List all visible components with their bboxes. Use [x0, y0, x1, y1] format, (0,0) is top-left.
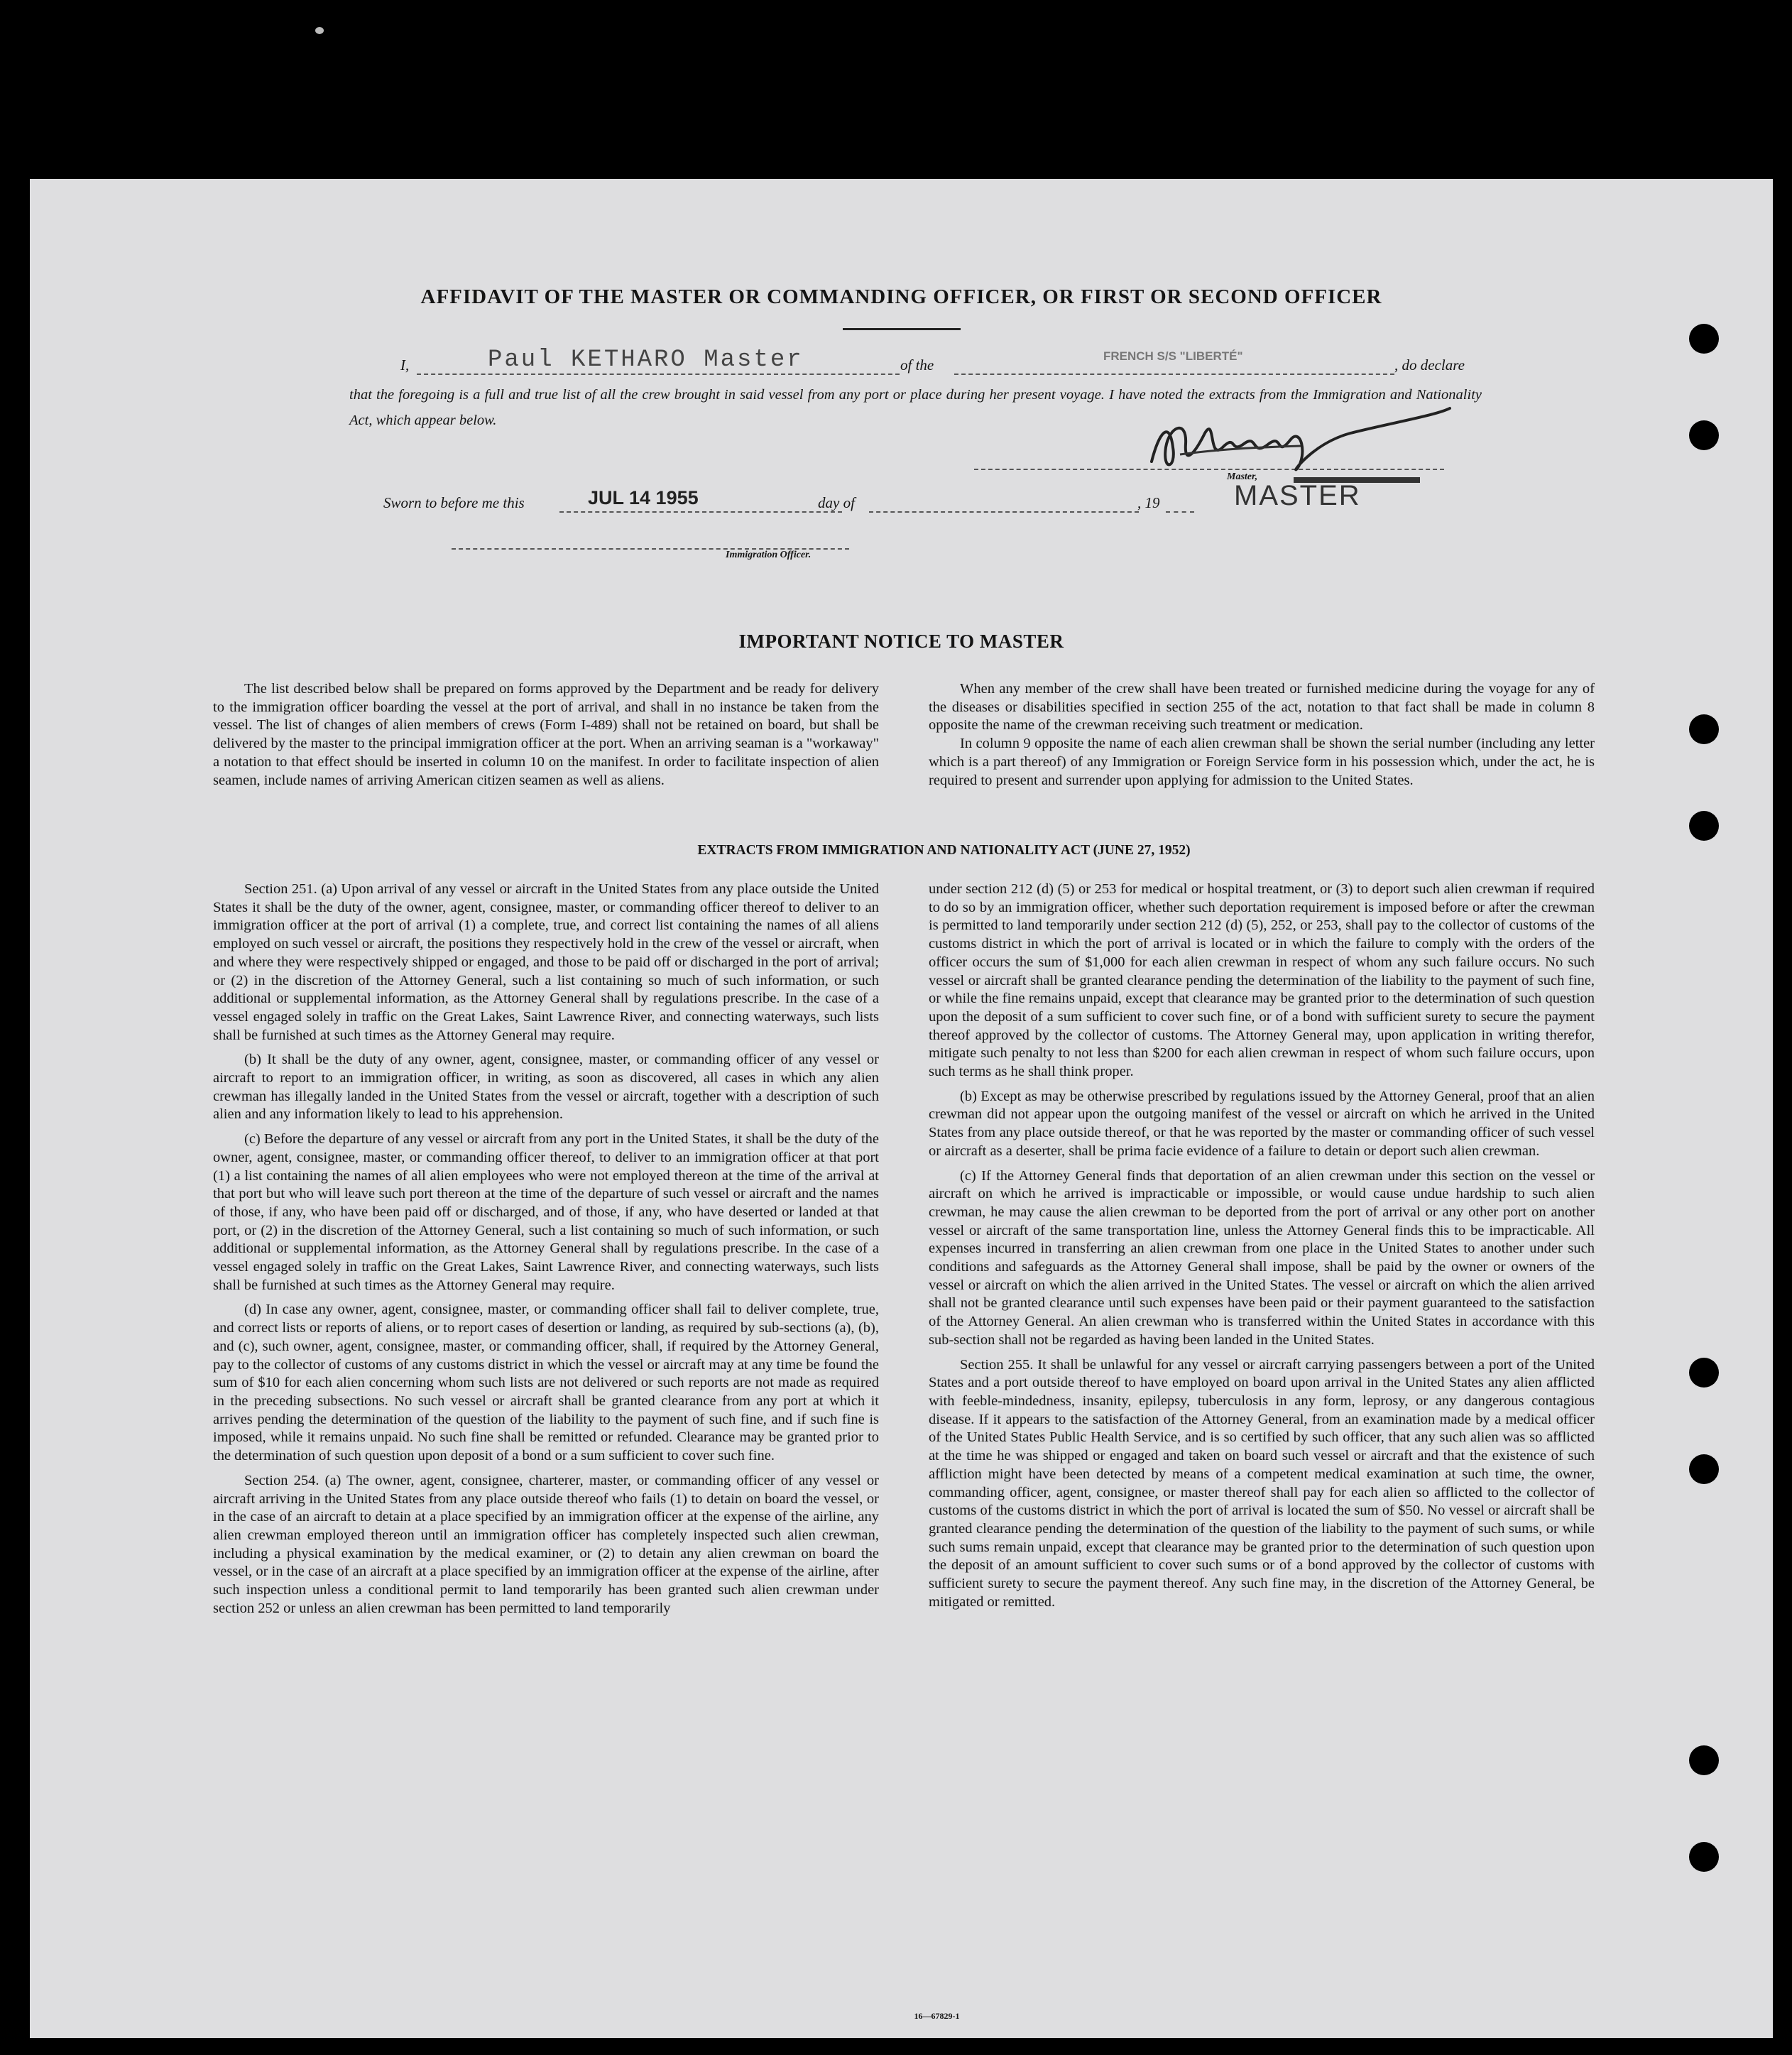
form-number: 16—67829-1	[914, 2011, 960, 2021]
punch-hole	[1689, 714, 1719, 744]
scan-speck	[315, 27, 324, 34]
section-254-b: (b) Except as may be otherwise prescribed by regulations issued by the Attorney General, proof that an alien crewman did not appear upon the outgoing manifest of the vessel or aircraft on which he arrived in the United States from any place outside thereof, or that he was reported by the master or commanding officer of such vessel or aircraft as a deserter, shall be prima facie evidence of a failure to detain or deport such alien crewman.	[929, 1088, 1595, 1159]
master-name: Paul KETHARO Master	[488, 347, 804, 374]
master-stamp: MASTER	[1234, 480, 1361, 511]
extracts-title: EXTRACTS FROM IMMIGRATION AND NATIONALITY ACT (JUNE 27, 1952)	[697, 843, 1191, 858]
section-255: Section 255. It shall be unlawful for any vessel or aircraft carrying passengers between a port of the United States and a port outside thereof to have employed on board upon arrival in the United States any alien afflicted with feeble-mindedness, insanity, epilepsy, tuberculosis in any form, leprosy, or any dangerous contagious disease. If it appears to the satisfaction of the Attorney General, from an examination made by a medical officer of the United States Public Health Service, and is so certified by such officer, that any such alien was so afflicted at the time he was shipped or engaged and taken on board such vessel or aircraft and that the existence of such affliction might have been detected by means of a competent medical examination at such time, the owner, commanding officer, agent, consignee, or master thereof shall pay for each alien so afflicted to the collector of customs of the customs district in which the port of arrival is located the sum of $50. No vessel or aircraft shall be granted clearance pending the determination of the question of the liability to the payment of such sums, or while such sums remain unpaid, except that clearance may be granted prior to the determination of such question upon the deposit of an amount sufficient to cover such sums or of a bond approved by the collector of customs with sufficient surety to secure the payment thereof. Any such fine may, in the discretion of the Attorney General, be mitigated or remitted.	[929, 1356, 1595, 1610]
master-name-field	[417, 349, 900, 375]
section-251-a: Section 251. (a) Upon arrival of any vessel or aircraft in the United States from any place outside the United States it shall be the duty of the owner, agent, consignee, master, or commanding officer thereof to deliver to an immigration officer at the port of arrival (1) a complete, true, and correct list containing the names of all aliens employed on such vessel or aircraft, the positions they respectively hold in the crew of the vessel or aircraft, when and where they were respectively shipped or engaged, and those to be paid off or discharged in the port of arrival; or (2) in the discretion of the Attorney General, such a list containing so much of such information, or such additional or supplemental information, as the Attorney General shall by regulations prescribe. In the case of a vessel engaged solely in traffic on the Great Lakes, Saint Lawrence River, and connecting waterways, such lists shall be furnished at such times as the Attorney General may require.	[213, 881, 879, 1043]
year-prefix: , 19	[1137, 494, 1160, 511]
punch-hole	[1689, 324, 1719, 354]
declaration-statement: that the foregoing is a full and true list of all the crew brought in said vessel from any port or place during her present voyage. I have noted the extracts from the Immigration and Nationality Act, which appear below.	[349, 387, 1482, 428]
notice-left-text: The list described below shall be prepared on forms approved by the Department and be ready for delivery to the immigration officer boarding the vessel at the port of arrival, and shall in no instance be taken from the vessel. The list of changes of alien members of crews (Form I-489) shall not be retained on board, but shall be delivered by the master to the principal immigration officer at the port. When an arriving seaman is a "workaway" a notation to that effect should be inserted in column 10 on the manifest. In order to facilitate inspection of alien seamen, include names of arriving American citizen seamen as well as aliens.	[213, 681, 879, 788]
do-declare-label: , do declare	[1394, 356, 1465, 374]
of-the-label: of the	[900, 356, 934, 374]
vessel-name: FRENCH S/S "LIBERTÉ"	[1103, 349, 1243, 363]
sworn-date-stamp: JUL 14 1955	[588, 487, 699, 508]
notice-right-text-1: When any member of the crew shall have been treated or furnished medicine during the voyage for any of the diseases or disabilities specified in section 255 of the act, notation to that fact shall be made in column 8 opposite the name of the crewman receiving such treatment or medication.	[929, 681, 1595, 734]
month-field	[869, 487, 1139, 513]
title-rule	[843, 328, 961, 330]
officer-signature-line	[452, 534, 849, 550]
punch-hole	[1689, 811, 1719, 841]
year-field	[1166, 487, 1194, 513]
punch-hole	[1689, 1745, 1719, 1775]
sworn-label: Sworn to before me this	[383, 494, 525, 511]
punch-hole	[1689, 420, 1719, 450]
section-254-a-cont: under section 212 (d) (5) or 253 for medical or hospital treatment, or (3) to deport such alien crewman if required to do so by an immigration officer, whether such deportation requirement is imposed before or after the crewman is permitted to land temporarily under section 212 (d) (5), 252, or 253, shall pay to the collector of customs of the customs district in which the port of arrival is located or in which the failure to comply with the orders of the officer occurs the sum of $1,000 for each alien crewman in respect of whom any such failure occurs. No such vessel or aircraft shall be granted clearance pending the determination of the liability to the payment of such fine, or while the fine remains unpaid, except that clearance may be granted prior to the determination of such question upon the deposit of a sum sufficient to cover such fine, or of a bond with sufficient surety to secure the payment thereof approved by the collector of customs. The Attorney General may, upon application in writing therefor, mitigate such penalty to not less than $200 for each alien crewman in respect of whom such failure occurs, upon such terms as he shall think proper.	[929, 881, 1595, 1080]
notice-left-column	[213, 680, 879, 796]
notice-title: IMPORTANT NOTICE TO MASTER	[738, 631, 1064, 652]
punch-hole	[1689, 1842, 1719, 1872]
extracts-right-column	[929, 881, 1595, 1618]
punch-hole	[1689, 1358, 1719, 1388]
section-254-c: (c) If the Attorney General finds that deportation of an alien crewman under this section on the vessel or aircraft on which he arrived is impracticable or impossible, or would cause undue hardship to such alien crewman, he may cause the alien crewman to be deported from the port of arrival or any other port on another vessel or aircraft of the same transportation line, unless the Attorney General finds this to be impracticable. All expenses incurred in transferring an alien crewman from one place in the United States to another under such conditions and safeguards as the Attorney General shall impose, shall be paid by the owner or owners of the vessel or aircraft on which the alien arrived in the United States. The vessel or aircraft on which the alien arrived shall not be granted clearance until such expenses have been paid or their payment guaranteed to the satisfaction of the Attorney General. An alien crewman who is transferred within the United States in accordance with this sub-section shall not be regarded as having been landed in the United States.	[929, 1167, 1595, 1348]
section-251-c: (c) Before the departure of any vessel or aircraft from any port in the United States, it shall be the duty of the owner, agent, consignee, master, or commanding officer thereof, to deliver to an immigration officer at that port (1) a list containing the names of all alien employees who were not employed thereon at the time of the arrival at that port but who will leave such port thereon at the time of the departure of such vessel or aircraft and the names of those, if any, who have been paid off or discharged, and of those, if any, who have deserted or landed at that port, or (2) in the discretion of the Attorney General, such a list containing so much of such information, or such additional or supplemental information, as the Attorney General shall by regulations prescribe. In the case of a vessel engaged solely in traffic on the Great Lakes, Saint Lawrence River, and connecting waterways, such lists shall be furnished at such times as the Attorney General may require.	[213, 1131, 879, 1293]
signature-label: Master,	[1227, 471, 1258, 482]
affidavit-title: AFFIDAVIT OF THE MASTER OR COMMANDING OFFICER, OR FIRST OR SECOND OFFICER	[420, 285, 1382, 308]
sworn-date-field	[559, 487, 842, 513]
document-page	[30, 179, 1773, 2038]
i-label: I,	[400, 356, 410, 374]
vessel-name-field	[954, 349, 1394, 375]
section-254-a: Section 254. (a) The owner, agent, consignee, charterer, master, or commanding officer of any vessel or aircraft arriving in the United States from any place outside thereof who fails (1) to detain on board the vessel, or in the case of an aircraft to detain at a place specified by an immigration officer at the expense of the airline, any alien crewman employed thereon until an immigration officer has completely inspected such alien crewman, including a physical examination by the medical examiner, or (2) to detain any alien crewman on board the vessel, or in the case of an aircraft at a place specified by an immigration officer at the expense of the airline, after such inspection unless a conditional permit to land temporarily has been granted such alien crewman under section 252 or unless an alien crewman has been permitted to land temporarily	[213, 1472, 879, 1616]
section-251-d: (d) In case any owner, agent, consignee, master, or commanding officer shall fail to deliver complete, true, and correct lists or reports of aliens, or to report cases of desertion or landing, as required by sub-sections (a), (b), and (c), such owner, agent, consignee, master, or commanding officer, shall, if required by the Attorney General, pay to the collector of customs of any customs district in which the vessel or aircraft may at any time be found the sum of $10 for each alien concerning whom such lists are not delivered or such reports are not made as required in the preceding subsections. No such vessel or aircraft shall be granted clearance from any port at which it arrives pending the determination of the question of the liability to the payment of such fine, and if such fine is imposed, while it remains unpaid. No such fine shall be remitted or refunded. Clearance may be granted prior to the determination of such question upon deposit of a bond or a sum sufficient to cover such fine.	[213, 1302, 879, 1464]
punch-hole	[1689, 1454, 1719, 1484]
extracts-left-column	[213, 881, 879, 1624]
officer-label: Immigration Officer.	[726, 550, 812, 560]
notice-right-column	[929, 680, 1595, 796]
section-251-b: (b) It shall be the duty of any owner, agent, consignee, master, or commanding officer of any vessel or aircraft to report to an immigration officer, in writing, as soon as discovered, all cases in which any alien crewman has illegally landed in the United States from the vessel or aircraft, together with a description of such alien and any information likely to lead to his apprehension.	[213, 1052, 879, 1123]
signature-graphic	[1137, 405, 1471, 483]
day-of-label: day of	[818, 494, 855, 511]
notice-right-text-2: In column 9 opposite the name of each alien crewman shall be shown the serial number (including any letter which is a part thereof) of any Immigration or Foreign Service form in his possession which, under the act, he is required to present and surrender upon applying for admission to the United States.	[929, 736, 1595, 788]
